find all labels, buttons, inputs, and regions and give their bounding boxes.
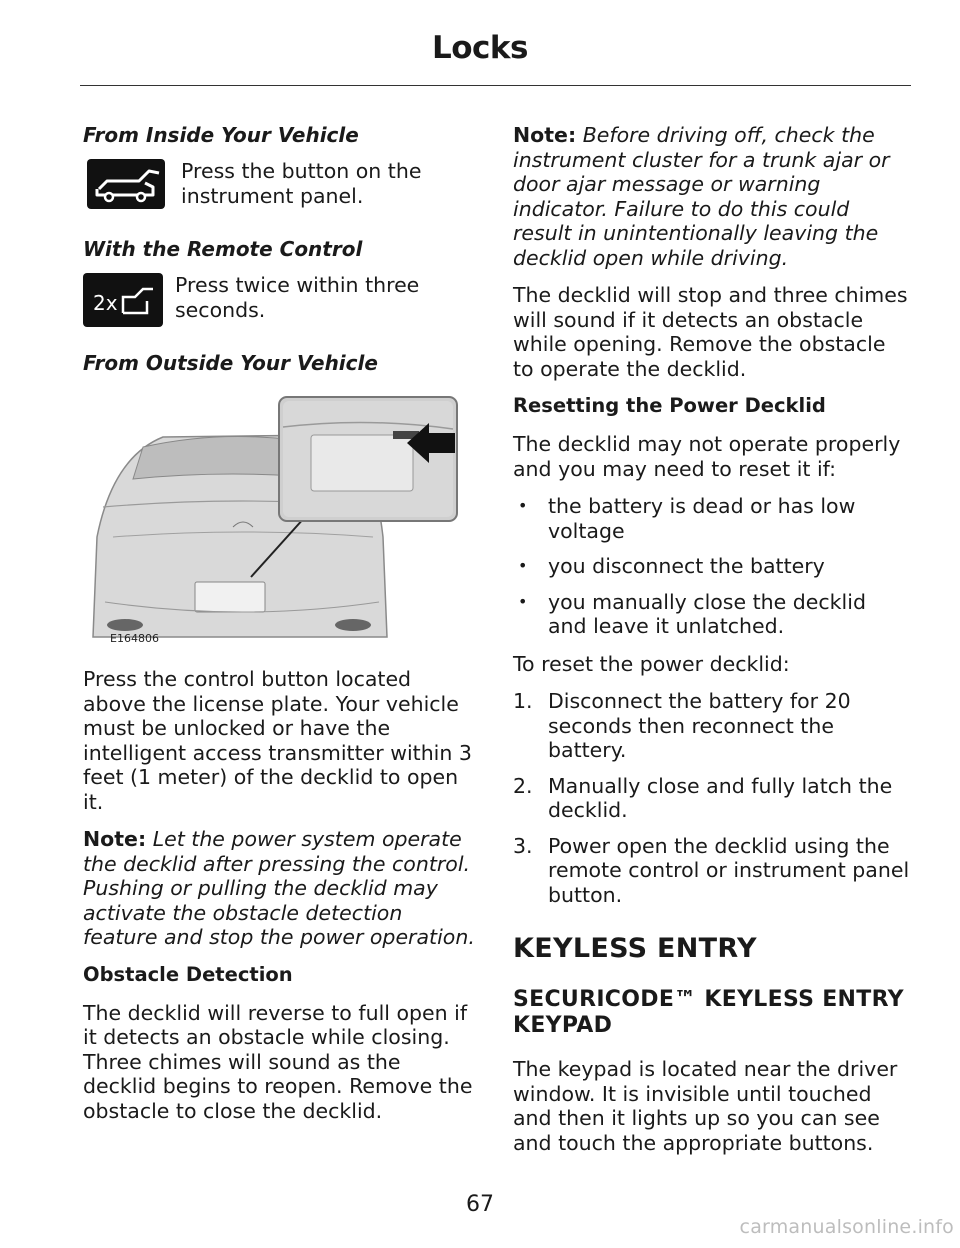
step-number: 2. — [513, 773, 533, 798]
stop-text: The decklid will stop and three chimes will sound if it detects an obstacle while opening. Remove the obstacle to operate the decklid. — [513, 283, 908, 381]
step-text: Power open the decklid using the remote control or instrument panel button. — [548, 833, 910, 907]
obstacle-text: The decklid will reverse to full open if it detects an obstacle while closing. Three chimes will sound as the decklid begins to reopen. Remove the obstacle to close the decklid. — [83, 1000, 473, 1123]
step-item — [513, 689, 911, 763]
note-obstacle — [83, 827, 475, 950]
obstacle-heading: Obstacle Detection — [83, 962, 293, 986]
keyless-entry-heading: KEYLESS ENTRY — [513, 933, 757, 964]
reset-intro: The decklid may not operate properly and you may need to reset it if: — [513, 432, 901, 481]
trunk-open-icon — [87, 159, 165, 209]
left-column — [83, 123, 475, 1136]
note-label: Note: — [513, 123, 577, 147]
list-item: • you disconnect the battery — [513, 554, 911, 579]
right-column — [513, 123, 911, 1168]
inside-text: Press the button on the instrument panel. — [181, 159, 422, 208]
remote-heading: With the Remote Control — [83, 237, 363, 261]
step-text: Disconnect the battery for 20 seconds then reconnect the battery. — [548, 689, 851, 762]
remote-icon-label: 2x — [93, 291, 118, 315]
step-item — [513, 774, 911, 823]
watermark: carmanualsonline.info — [739, 1216, 954, 1238]
note-label: Note: — [83, 827, 147, 851]
remote-text: Press twice within three seconds. — [175, 273, 420, 322]
steps-intro: To reset the power decklid: — [513, 651, 790, 676]
page-title: Locks — [432, 30, 528, 66]
outside-heading: From Outside Your Vehicle — [83, 351, 378, 375]
keypad-text: The keypad is located near the driver window. It is invisible until touched and then it lights up so you can see and touch the appropriate buttons. — [513, 1057, 898, 1155]
figure-label: E164806 — [110, 632, 159, 645]
press-text: Press the control button located above the license plate. Your vehicle must be unlocked or have the intelligent access transmitter within 3 feet (1 meter) of the decklid to open it. — [83, 667, 472, 814]
inside-heading: From Inside Your Vehicle — [83, 123, 359, 147]
note-text: Let the power system operate the decklid after pressing the control. Pushing or pulling the decklid may activate the obstacle detection feature and stop the power operation. — [83, 827, 475, 949]
securicode-heading: SECURICODE™ KEYLESS ENTRY KEYPAD — [513, 987, 904, 1038]
step-text: Manually close and fully latch the decklid. — [548, 773, 893, 822]
step-item — [513, 834, 911, 908]
page-number: 67 — [466, 1192, 494, 1217]
reset-steps-list — [513, 689, 911, 907]
inside-instruction — [83, 159, 475, 219]
header-divider — [80, 85, 911, 86]
car-rear-illustration — [83, 387, 463, 647]
step-number: 1. — [513, 689, 533, 713]
note-driving — [513, 123, 911, 270]
note-text: Before driving off, check the instrument cluster for a trunk ajar or door ajar message or warning indicator. Failure to do this could result in unintentionally leaving the decklid open while driving. — [513, 123, 890, 270]
reset-conditions-list — [513, 494, 911, 639]
remote-instruction — [83, 273, 475, 333]
list-item: • you manually close the decklid and leave it unlatched. — [513, 590, 911, 639]
step-number: 3. — [513, 833, 533, 858]
decklid-button-figure — [83, 387, 463, 647]
list-item: • the battery is dead or has low voltage — [513, 494, 911, 543]
remote-trunk-icon — [83, 273, 163, 327]
reset-heading: Resetting the Power Decklid — [513, 394, 826, 417]
